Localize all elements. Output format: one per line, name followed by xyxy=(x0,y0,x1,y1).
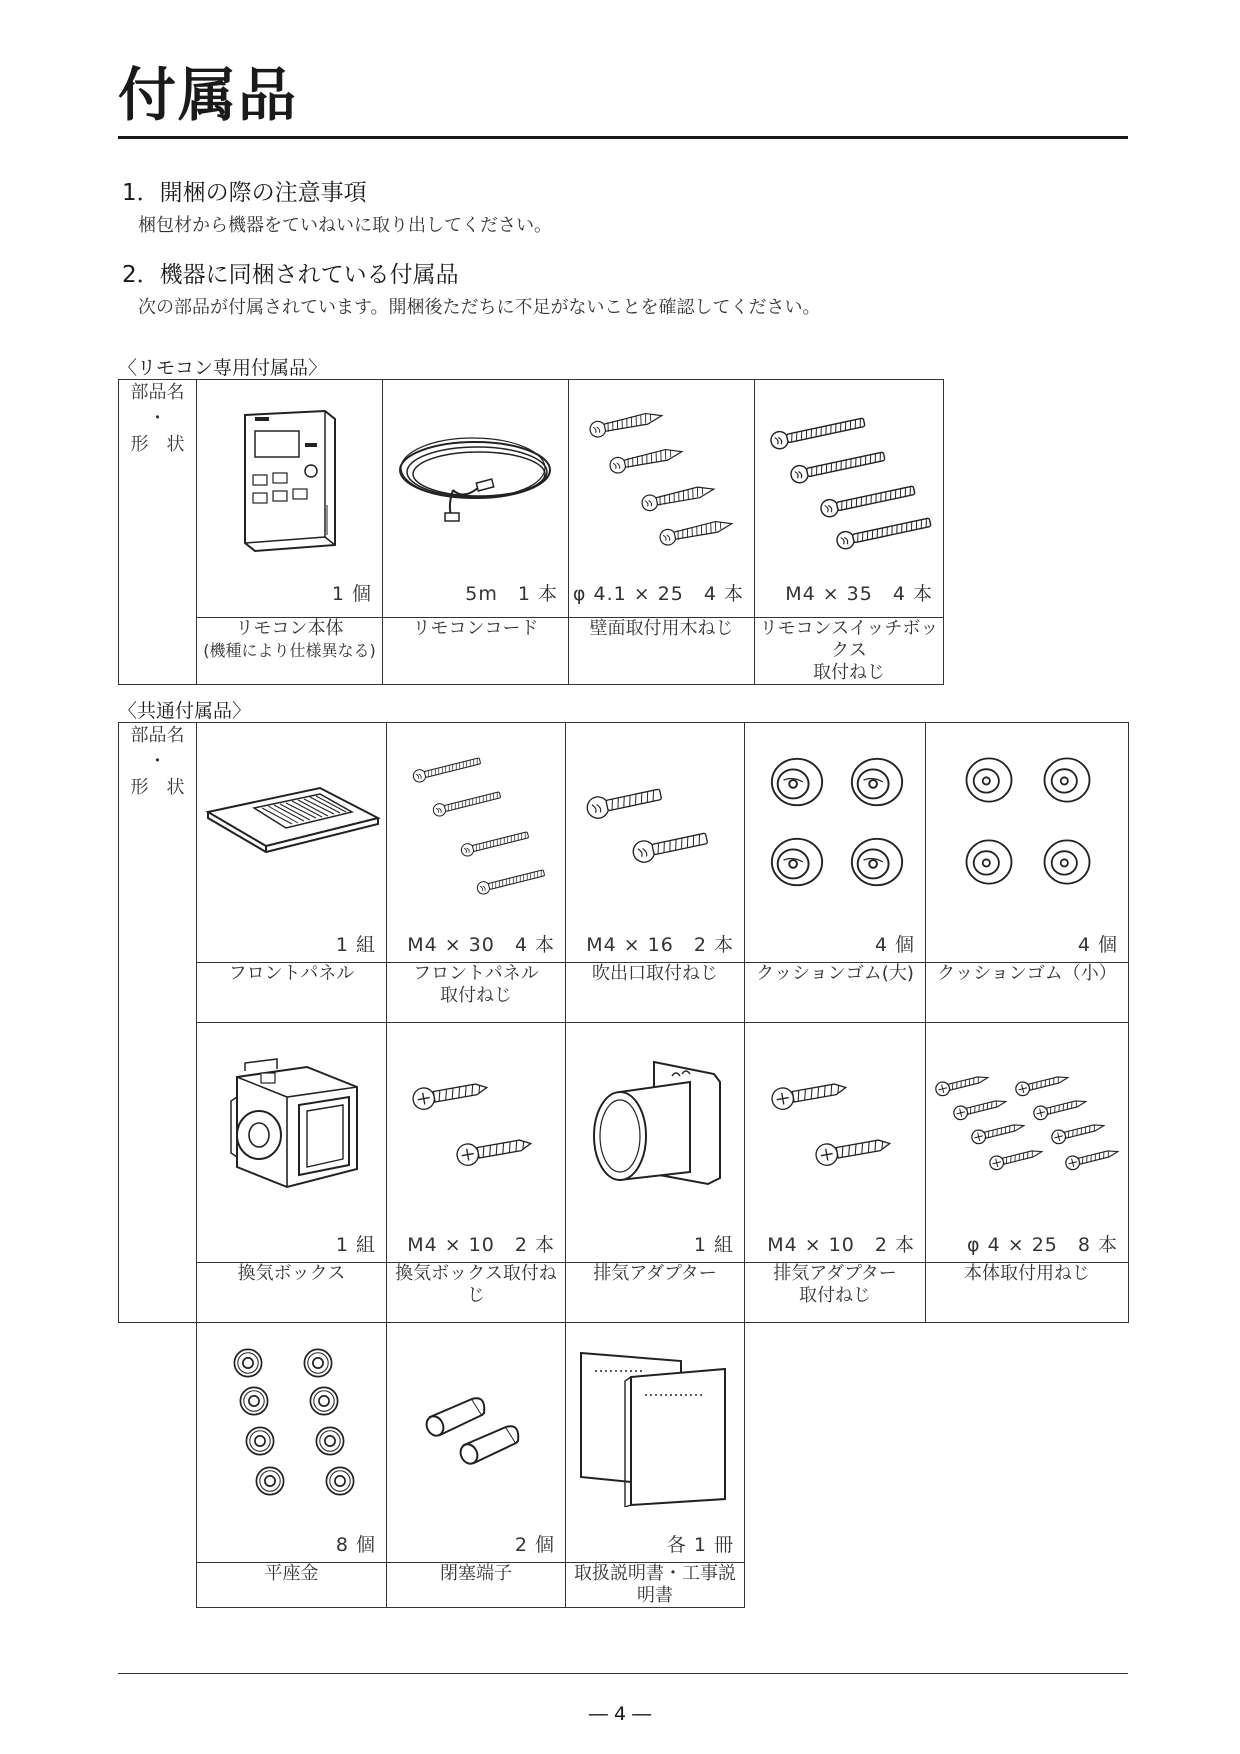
remote-controller-qty: 1 個 xyxy=(331,583,372,605)
front-panel-screw-cell xyxy=(387,723,566,963)
row-label-upper xyxy=(119,723,197,1323)
body-screw-qty: φ 4 × 25 8 本 xyxy=(967,1234,1118,1256)
closed-end-connector-icon xyxy=(416,1377,536,1477)
ventilation-box-screw-cell xyxy=(387,1023,566,1263)
ventilation-box-qty: 1 組 xyxy=(335,1234,376,1256)
body-screw-icon xyxy=(932,1067,1122,1187)
switchbox-screw-name xyxy=(755,618,944,685)
exhaust-adapter-name xyxy=(566,1263,745,1323)
tapping-screw-icon-2 xyxy=(765,1072,905,1182)
remote-controller-name-line2: (機種により仕様異なる) xyxy=(203,641,376,660)
cushion-small-icon xyxy=(952,747,1102,907)
remote-accessories-caption: 〈リモコン専用付属品〉 xyxy=(118,357,328,379)
empty-area xyxy=(745,1323,1129,1608)
switchbox-screw-name-line2: 取付ねじ xyxy=(813,662,885,683)
footer-rule xyxy=(118,1673,1128,1674)
wood-screw-name xyxy=(569,618,755,685)
row-label-line2: 形 状 xyxy=(130,434,185,455)
exhaust-adapter-screw-name-line1: 排気アダプター xyxy=(773,1263,897,1284)
row-label-upper-dot: ・ xyxy=(148,751,167,772)
exhaust-adapter-icon xyxy=(580,1052,730,1202)
front-panel-qty: 1 組 xyxy=(335,934,376,956)
body-screw-cell xyxy=(926,1023,1129,1263)
row-label-line1: 部品名 xyxy=(130,382,185,403)
cushion-large-icon xyxy=(760,747,910,907)
remote-controller-name xyxy=(197,618,383,685)
cushion-small-name xyxy=(926,963,1129,1023)
short-screw-icon xyxy=(580,777,730,877)
cushion-small-qty: 4 個 xyxy=(1077,934,1118,956)
front-panel-icon xyxy=(202,782,382,872)
cushion-large-name xyxy=(745,963,926,1023)
common-accessories-table xyxy=(118,722,1129,1608)
wood-screw-cell xyxy=(569,380,755,618)
closed-end-connector-cell xyxy=(387,1323,566,1563)
row-label-upper-line2: 形 状 xyxy=(130,777,185,798)
exhaust-adapter-name-text: 排気アダプター xyxy=(593,1263,717,1284)
ventilation-box-name-text: 換気ボックス xyxy=(237,1263,346,1284)
front-panel-name-text: フロントパネル xyxy=(228,963,355,984)
section-2-text: 次の部品が付属されています。開梱後ただちに不足がないことを確認してください。 xyxy=(138,297,821,318)
remote-controller-icon xyxy=(235,405,345,555)
body-screw-name-text: 本体取付用ねじ xyxy=(964,1263,1090,1284)
front-panel-screw-name xyxy=(387,963,566,1023)
exhaust-adapter-screw-qty: M4 × 10 2 本 xyxy=(767,1234,915,1256)
washer-name-text: 平座金 xyxy=(264,1563,319,1584)
wood-screw-name-text: 壁面取付用木ねじ xyxy=(589,618,734,639)
remote-accessories-table xyxy=(118,379,944,685)
closed-end-connector-name xyxy=(387,1563,566,1608)
row-label xyxy=(119,380,197,685)
remote-cord-qty: 5m 1 本 xyxy=(465,583,558,605)
outlet-screw-cell xyxy=(566,723,745,963)
title-rule xyxy=(118,136,1128,139)
common-accessories-caption: 〈共通付属品〉 xyxy=(118,700,252,722)
cushion-large-cell xyxy=(745,723,926,963)
closed-end-connector-name-text: 閉塞端子 xyxy=(440,1563,512,1584)
switchbox-screw-name-line1: リモコンスイッチボックス xyxy=(759,618,939,661)
cushion-large-qty: 4 個 xyxy=(874,934,915,956)
row-label-dot: ・ xyxy=(148,408,167,429)
manual-icon xyxy=(575,1347,735,1507)
manual-cell xyxy=(566,1323,745,1563)
washer-icon xyxy=(217,1342,367,1512)
front-panel-cell xyxy=(197,723,387,963)
cushion-small-name-text: クッションゴム（小） xyxy=(937,963,1117,984)
washer-name xyxy=(197,1563,387,1608)
body-screw-name xyxy=(926,1263,1129,1323)
front-panel-screw-qty: M4 × 30 4 本 xyxy=(407,934,555,956)
switchbox-screw-cell xyxy=(755,380,944,618)
outlet-screw-name xyxy=(566,963,745,1023)
remote-cord-cell xyxy=(383,380,569,618)
section-1-text: 梱包材から機器をていねいに取り出してください。 xyxy=(138,215,552,236)
ventilation-box-screw-qty: M4 × 10 2 本 xyxy=(407,1234,555,1256)
ventilation-box-icon xyxy=(217,1057,367,1197)
section-2-heading: 2．機器に同梱されている付属品 xyxy=(122,262,459,288)
cord-icon xyxy=(393,425,558,535)
page-number: ― 4 ― xyxy=(588,1703,652,1725)
ventilation-box-screw-name xyxy=(387,1263,566,1323)
manual-qty: 各 1 冊 xyxy=(666,1534,734,1556)
outlet-screw-qty: M4 × 16 2 本 xyxy=(586,934,734,956)
exhaust-adapter-screw-cell xyxy=(745,1023,926,1263)
closed-end-connector-qty: 2 個 xyxy=(514,1534,555,1556)
exhaust-adapter-cell xyxy=(566,1023,745,1263)
tapping-screw-icon xyxy=(406,1072,546,1182)
wood-screw-icon xyxy=(577,405,747,555)
long-screw-icon xyxy=(401,752,551,902)
exhaust-adapter-qty: 1 組 xyxy=(693,1234,734,1256)
label-column-spacer xyxy=(119,1323,197,1608)
manual-name xyxy=(566,1563,745,1608)
cushion-small-cell xyxy=(926,723,1129,963)
cushion-large-name-text: クッションゴム(大) xyxy=(756,963,914,984)
switchbox-screw-qty: M4 × 35 4 本 xyxy=(785,583,933,605)
remote-cord-name xyxy=(383,618,569,685)
outlet-screw-name-text: 吹出口取付ねじ xyxy=(592,963,718,984)
washer-qty: 8 個 xyxy=(335,1534,376,1556)
remote-cord-name-text: リモコンコード xyxy=(412,618,539,639)
wood-screw-qty: φ 4.1 × 25 4 本 xyxy=(572,583,744,605)
ventilation-box-cell xyxy=(197,1023,387,1263)
machine-screw-icon xyxy=(762,405,937,555)
front-panel-name xyxy=(197,963,387,1023)
front-panel-screw-name-line2: 取付ねじ xyxy=(440,985,512,1006)
section-1-heading: 1．開梱の際の注意事項 xyxy=(122,180,367,206)
ventilation-box-screw-name-text: 換気ボックス取付ねじ xyxy=(395,1263,557,1306)
exhaust-adapter-screw-name xyxy=(745,1263,926,1323)
row-label-upper-line1: 部品名 xyxy=(130,725,185,746)
washer-cell xyxy=(197,1323,387,1563)
manual-name-text: 取扱説明書・工事説明書 xyxy=(574,1563,736,1606)
exhaust-adapter-screw-name-line2: 取付ねじ xyxy=(799,1285,871,1306)
remote-controller-cell xyxy=(197,380,383,618)
front-panel-screw-name-line1: フロントパネル xyxy=(413,963,539,984)
page-title: 付属品 xyxy=(118,61,299,129)
remote-controller-name-line1: リモコン本体 xyxy=(235,618,344,639)
ventilation-box-name xyxy=(197,1263,387,1323)
